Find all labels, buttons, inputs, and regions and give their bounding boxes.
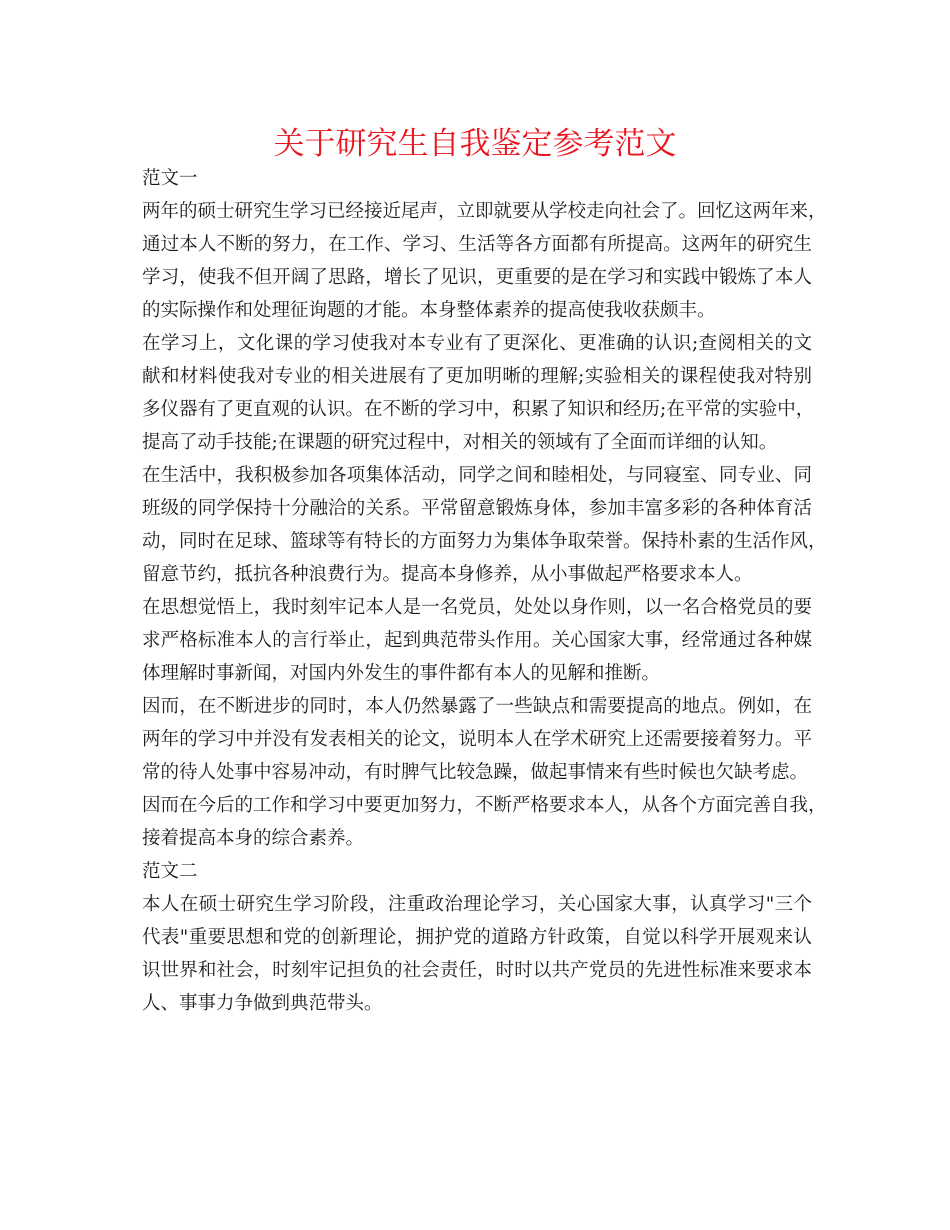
text-line: 本人在硕士研究生学习阶段，注重政治理论学习，关心国家大事，认真学习"三个 [142,894,812,915]
text-line: 常的待人处事中容易冲动，有时脾气比较急躁，做起事情来有些时候也欠缺考虑。 [142,762,809,783]
text-line: 的实际操作和处理征询题的才能。本身整体素养的提高使我收获颇丰。 [142,300,716,321]
text-line: 在学习上，文化课的学习使我对本专业有了更深化、更准确的认识;查阅相关的文 [142,333,812,354]
text-line: 范文二 [142,861,198,882]
text-line: 提高了动手技能;在课题的研究过程中，对相关的领域有了全面而详细的认知。 [142,432,778,453]
paragraph [142,461,827,590]
text-line: 班级的同学保持十分融洽的关系。平常留意锻炼身体，参加丰富多彩的各种体育活 [142,498,812,519]
text-line: 在生活中，我积极参加各项集体活动，同学之间和睦相处，与同寝室、同专业、同 [142,465,812,486]
text-line: 两年的硕士研究生学习已经接近尾声，立即就要从学校走向社会了。回忆这两年来， [142,201,827,222]
text-line: 通过本人不断的努力，在工作、学习、生活等各方面都有所提高。这两年的研究生 [142,234,812,255]
text-line: 在思想觉悟上，我时刻牢记本人是一名党员，处处以身作则，以一名合格党员的要 [142,597,812,618]
text-line: 留意节约，抵抗各种浪费行为。提高本身修养，从小事做起严格要求本人。 [142,564,753,585]
text-line: 因而，在不断进步的同时，本人仍然暴露了一些缺点和需要提高的地点。例如，在 [142,696,812,717]
text-line: 代表"重要思想和党的创新理论，拥护党的道路方针政策，自觉以科学开展观来认 [142,927,812,948]
text-line: 学习，使我不但开阔了思路，增长了见识，更重要的是在学习和实践中锻炼了本人 [142,267,812,288]
text-line: 求严格标准本人的言行举止，起到典范带头作用。关心国家大事，经常通过各种媒 [142,630,812,651]
text-line: 人、事事力争做到典范带头。 [142,993,383,1014]
paragraph [142,329,815,458]
text-line: 体理解时事新闻，对国内外发生的事件都有本人的见解和推断。 [142,663,661,684]
paragraph [142,164,812,194]
text-line: 献和材料使我对专业的相关进展有了更加明晰的理解;实验相关的课程使我对特别 [142,366,812,387]
text-line: 识世界和社会，时刻牢记担负的社会责任，时时以共产党员的先进性标准来要求本 [142,960,812,981]
text-line: 动，同时在足球、篮球等有特长的方面努力为集体争取荣誉。保持朴素的生活作风， [142,531,827,552]
paragraph [142,890,812,1019]
text-line: 两年的学习中并没有发表相关的论文，说明本人在学术研究上还需要接着努力。平 [142,729,812,750]
text-line: 多仪器有了更直观的认识。在不断的学习中，积累了知识和经历;在平常的实验中， [142,399,815,420]
text-line: 接着提高本身的综合素养。 [142,828,365,849]
text-line: 范文一 [142,168,198,189]
paragraph [142,857,812,887]
paragraph [142,593,812,689]
document-title: 关于研究生自我鉴定参考范文 [273,126,677,162]
paragraph [142,197,827,326]
paragraph [142,692,827,854]
text-line: 因而在今后的工作和学习中要更加努力，不断严格要求本人，从各个方面完善自我， [142,795,827,816]
document-body [142,164,827,1022]
